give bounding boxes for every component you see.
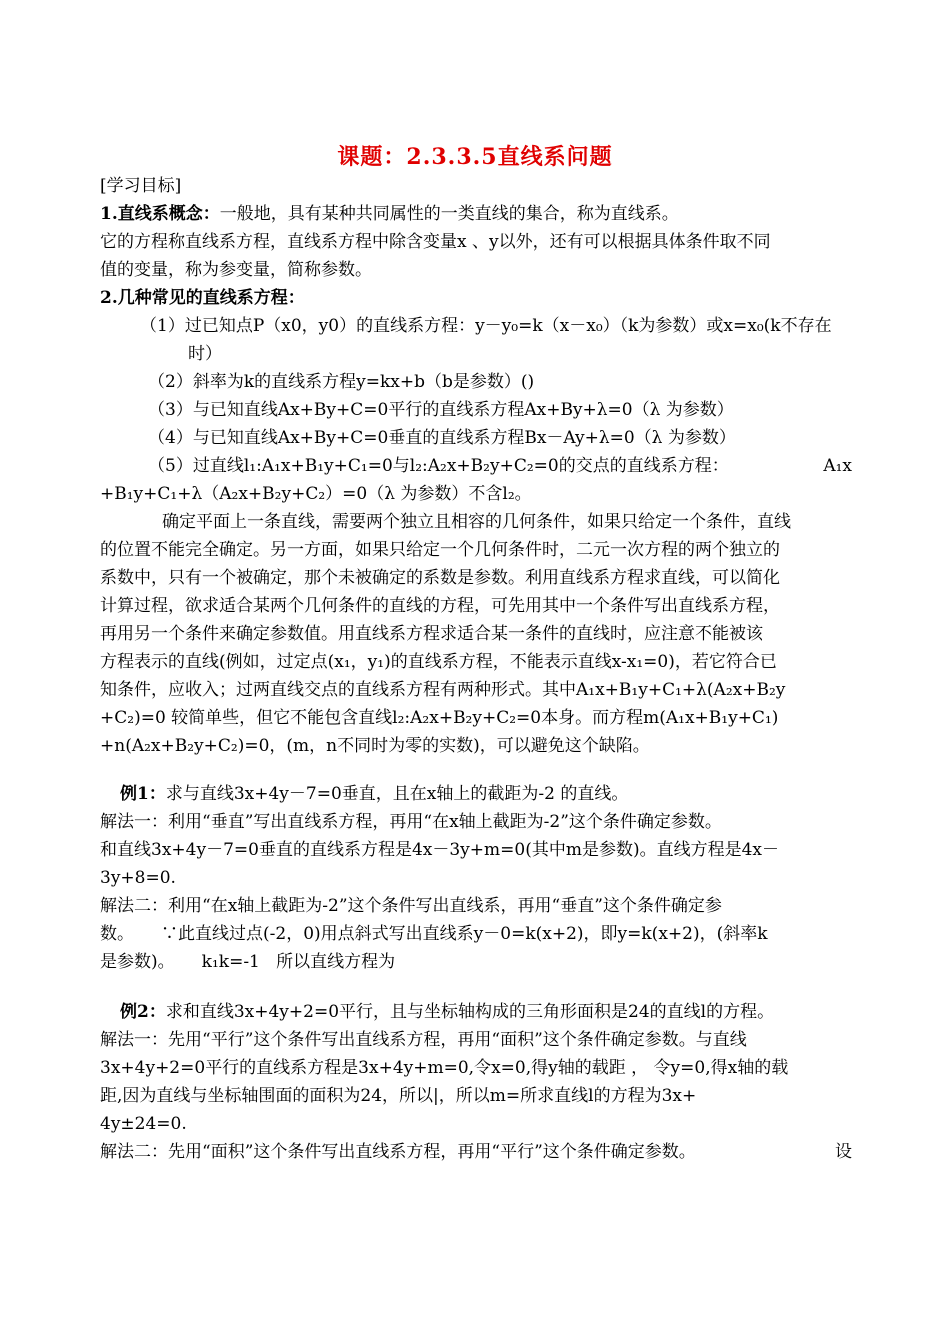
example-1-text: 求与直线3x+4y－7=0垂直，且在x轴上的截距为-2 的直线。 — [165, 784, 629, 804]
equation-item-5-end: A₁x — [823, 456, 852, 476]
example-1-line-6: 是参数)。 k₁k=-1 所以直线方程为 — [100, 952, 396, 972]
common-equations-heading: 2.几种常见的直线系方程： — [100, 288, 305, 308]
goals-heading: [学习目标] — [100, 176, 182, 196]
example-2-line-1: 解法一：先用“平行”这个条件写出直线系方程，再用“面积”这个条件确定参数。与直线 — [100, 1030, 747, 1050]
para-line-1: 确定平面上一条直线，需要两个独立且相容的几何条件，如果只给定一个条件，直线 — [162, 512, 791, 532]
equation-item-5-text: （5）过直线l₁:A₁x+B₁y+C₁=0与l₂:A₂x+B₂y+C₂=0的交点的直线系方程： — [148, 456, 729, 476]
document-body — [100, 172, 852, 1166]
example-1-line-4: 解法二：利用“在x轴上截距为-2”这个条件写出直线系，再用“垂直”这个条件确定参 — [100, 896, 722, 916]
example-2-line-4: 4y±24=0. — [100, 1114, 187, 1134]
example-1-label: 例1： — [120, 784, 166, 804]
para-line-5: 再用另一个条件来确定参数值。用直线系方程求适合某一条件的直线时，应注意不能被该 — [100, 624, 763, 644]
example-1-line-3: 3y+8=0. — [100, 868, 176, 888]
example-1-line-2: 和直线3x+4y－7=0垂直的直线系方程是4x－3y+m=0(其中m是参数)。直线方程是4x－ — [100, 840, 779, 860]
example-2-line-5-end: 设 — [835, 1142, 852, 1162]
para-line-7: 知条件，应收入；过两直线交点的直线系方程有两种形式。其中A₁x+B₁y+C₁+λ(A₂x+B₂y — [100, 680, 786, 700]
equation-item-1-cont: 时） — [188, 344, 222, 364]
para-line-2: 的位置不能完全确定。另一方面，如果只给定一个几何条件时，二元一次方程的两个独立的 — [100, 540, 780, 560]
concept-text: 一般地，具有某种共同属性的一类直线的集合，称为直线系。 — [219, 204, 679, 224]
concept-line-3: 值的变量，称为参变量，简称参数。 — [100, 260, 372, 280]
equation-item-3: （3）与已知直线Ax+By+C=0平行的直线系方程Ax+By+λ=0（λ 为参数） — [148, 400, 734, 420]
concept-label: 1.直线系概念： — [100, 204, 220, 224]
para-line-4: 计算过程，欲求适合某两个几何条件的直线的方程，可先用其中一个条件写出直线系方程， — [100, 596, 780, 616]
equation-item-5 — [100, 452, 852, 480]
para-line-3: 系数中，只有一个被确定，那个未被确定的系数是参数。利用直线系方程求直线，可以简化 — [100, 568, 780, 588]
concept-line-2: 它的方程称直线系方程，直线系方程中除含变量x 、y以外，还有可以根据具体条件取不同 — [100, 232, 771, 252]
example-2-heading — [100, 998, 852, 1026]
example-2-line-5 — [100, 1138, 852, 1166]
concept-line — [100, 200, 852, 228]
spacer — [100, 760, 852, 780]
example-2-line-3: 距,因为直线与坐标轴围面的面积为24，所以|，所以m=所求直线l的方程为3x+ — [100, 1086, 697, 1106]
equation-item-1: （1）过已知点P（x0，y0）的直线系方程：y－y₀=k（x－x₀）（k为参数）或x=x₀(k不存在 — [140, 316, 832, 336]
equation-item-2: （2）斜率为k的直线系方程y=kx+b（b是参数）() — [148, 372, 535, 392]
example-2-line-5-text: 解法二：先用“面积”这个条件写出直线系方程，再用“平行”这个条件确定参数。 — [100, 1142, 696, 1162]
example-2-label: 例2： — [120, 1002, 166, 1022]
example-1-line-5: 数。 ∵此直线过点(-2，0)用点斜式写出直线系y－0=k(x+2)，即y=k(x+2)，(斜率k — [100, 924, 768, 944]
para-line-6: 方程表示的直线(例如，过定点(x₁，y₁)的直线系方程，不能表示直线x-x₁=0)，若它符合已 — [100, 652, 777, 672]
page-title: 课题：2.3.3.5直线系问题 — [337, 144, 613, 170]
para-line-9: +n(A₂x+B₂y+C₂)=0，(m，n不同时为零的实数)，可以避免这个缺陷。 — [100, 736, 650, 756]
example-2-line-2: 3x+4y+2=0平行的直线系方程是3x+4y+m=0,令x=0,得y轴的载距 ， 令y=0,得x轴的载 — [100, 1058, 789, 1078]
para-line-8: +C₂)=0 较简单些，但它不能包含直线l₂:A₂x+B₂y+C₂=0本身。而方程m(A₁x+B₁y+C₁) — [100, 708, 779, 728]
spacer — [100, 976, 852, 998]
example-1-line-1: 解法一：利用“垂直”写出直线系方程，再用“在x轴上截距为-2”这个条件确定参数。 — [100, 812, 722, 832]
equation-item-5-cont: +B₁y+C₁+λ（A₂x+B₂y+C₂）=0（λ 为参数）不含l₂。 — [100, 484, 532, 504]
equation-item-4: （4）与已知直线Ax+By+C=0垂直的直线系方程Bx－Ay+λ=0（λ 为参数） — [148, 428, 736, 448]
example-2-text: 求和直线3x+4y+2=0平行，且与坐标轴构成的三角形面积是24的直线l的方程。 — [165, 1002, 775, 1022]
example-1-heading — [100, 780, 852, 808]
